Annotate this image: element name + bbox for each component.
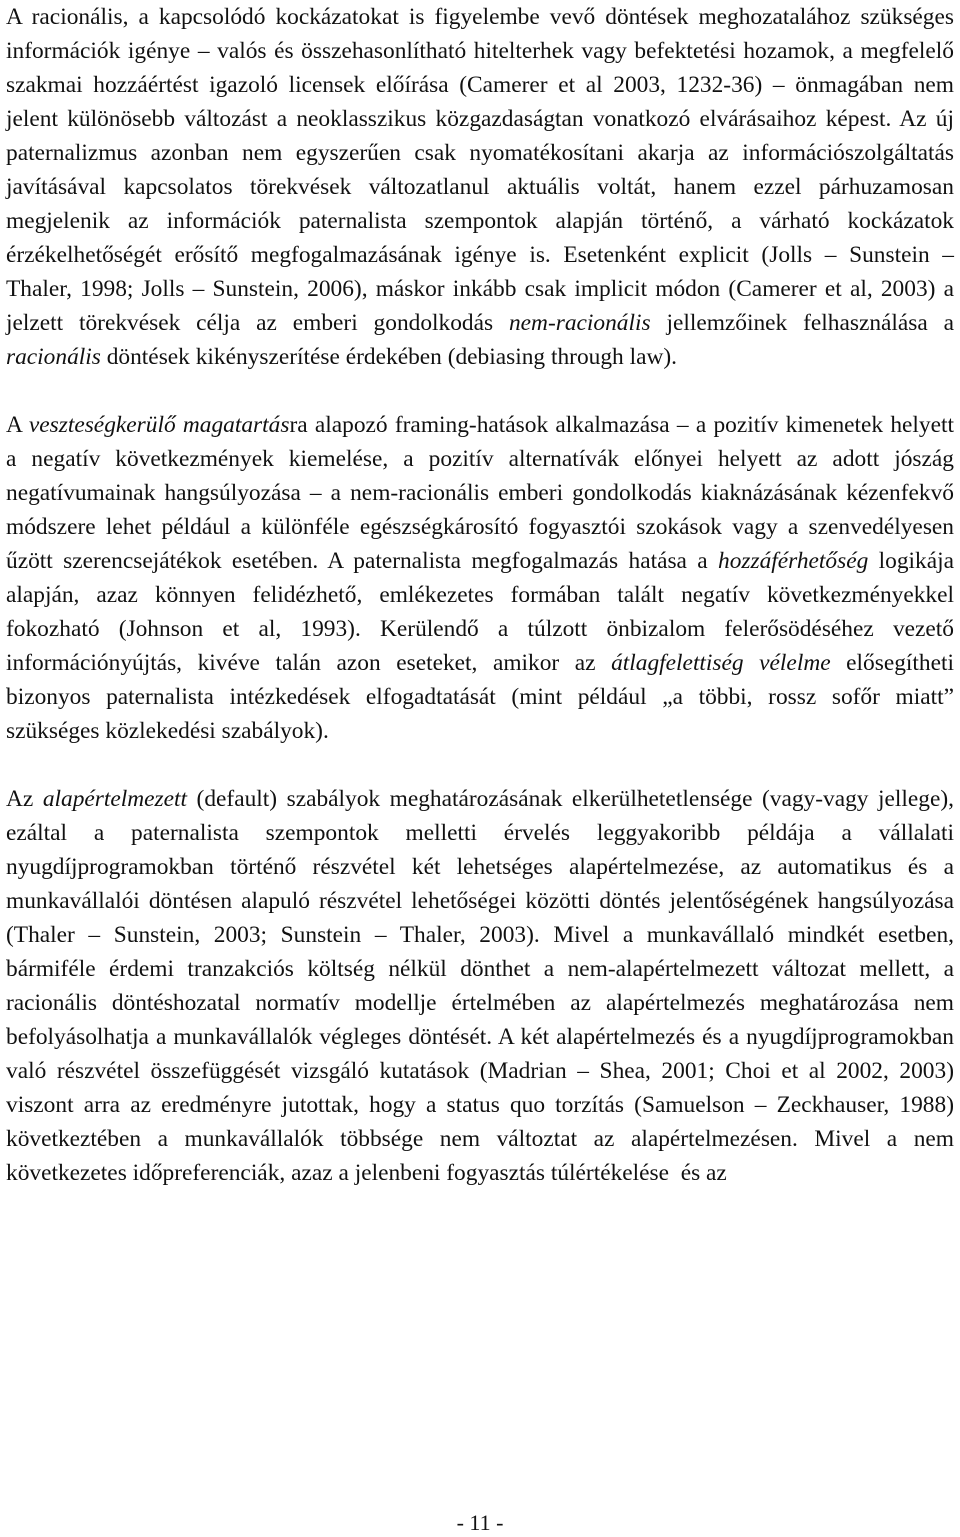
paragraph-2-italic-loss-aversion: veszteségkerülő magatartás xyxy=(28,412,290,438)
paragraph-1-italic-nem-racionalis: nem-racionális xyxy=(508,310,651,336)
paragraph-3-segment-3: (default) szabályok meghatározásának elkerülhetetlensége (vagy-vagy jellege), ezáltal a paternalista szempontok melletti érvelés leggyakoribb példája a vállalati nyugdíjprogramokban történő részvétel két lehetséges alapértelmezése, az automatikus és a munkavállalói döntésen alapuló részvétel lehetőségei közötti döntés jelentőségének hangsúlyozása (Thaler – Sunstein, 2003; Sunstein – Thaler, 2003). Mivel a munkavállaló mindkét esetben, bármiféle érdemi tranzakciós költség nélkül dönthet a nem-alapértelmezett változat mellett, a racionális döntéshozatal normatív modellje értelmében az alapértelmezés meghatározása nem befolyásolhatja a munkavállalók végleges döntését. A két alapértelmezés és a nyugdíjprogramokban való részvétel összefüggését vizsgáló kutatások (Madrian – Shea, 2001; Choi et al 2002, 2003) viszont arra az eredményre jutottak, hogy a status quo torzítás (Samuelson – Zeckhauser, 1988) következtében a munkavállalók többsége nem változtat az alapértelmezésen. Mivel a nem következetes időpreferenciák, azaz a jelenbeni fogyasztás túlértékelése és az xyxy=(6,786,954,1186)
paragraph-2-segment-3: ra alapozó framing-hatások alkalmazása – a pozitív kimenetek helyett a negatív következmények kiemelése, a pozitív alternatívák előnyei helyett az adott jószág negatívumainak hangsúlyozása – a nem-racionális emberi gondolkodás kiaknázásának kézenfekvő módszere lehet például a különféle egészségkárosító fogyasztói szokások vagy a szenvedélyesen űzött szerencsejátékok esetében. A paternalista megfogalmazás hatása a xyxy=(6,412,954,574)
paragraph-1-segment-1: A racionális, a kapcsolódó kockázatokat is figyelembe vevő döntések meghozatalához szükséges információk igénye – valós és összehasonlítható hitelterhek vagy befektetési hozamok, a megfelelő szakmai hozzáértést igazoló licensek előírása (Camerer et al 2003, 1232-36) – önmagában nem jelent különösebb változást a neoklasszikus közgazdaságtan vonatkozó elvárásaihoz képest. Az új paternalizmus azonban nem egyszerűen csak nyomatékosítani akarja az információszolgáltatás javításával kapcsolatos törekvések változatlanul aktuális voltát, hanem ezzel párhuzamosan megjelenik az információk paternalista szempontok alapján történő, a várható kockázatok érzékelhetőségét erősítő megfogalmazásának igénye is. Esetenként explicit (Jolls – Sunstein – Thaler, 1998; Jolls – Sunstein, 2006), máskor inkább csak implicit módon (Camerer et al, 2003) a jelzett törekvések célja az emberi gondolkodás xyxy=(6,4,954,336)
paragraph-1-segment-3: jellemzőinek felhasználása a xyxy=(650,310,955,336)
paragraph-1-segment-5: döntések kikényszerítése érdekében (debiasing through law). xyxy=(100,344,677,370)
document-page xyxy=(6,0,954,1190)
paragraph-rational-information xyxy=(6,0,954,374)
page-number: - 11 - xyxy=(456,1510,504,1535)
paragraph-2-italic-above-average: átlagfelettiség vélelme xyxy=(611,650,831,676)
paragraph-2-segment-5: logikája alapján, azaz könnyen felidézhető, emlékezetes formában talált negatív következményekkel fokozható (Johnson et al, 1993). Kerülendő a túlzott önbizalom felerősödéséhez vezető információnyújtás, kivéve talán azon eseteket, amikor az xyxy=(6,548,954,676)
paragraph-2-segment-7: elősegítheti bizonyos paternalista intézkedések elfogadtatását (mint például „a többi, rossz sofőr miatt” szükséges közlekedési szabályok). xyxy=(6,650,954,744)
paragraph-loss-aversion xyxy=(6,408,954,748)
paragraph-3-italic-default: alapértelmezett xyxy=(42,786,188,812)
paragraph-default-rules xyxy=(6,782,954,1190)
paragraph-2-segment-1: A xyxy=(6,412,29,438)
paragraph-2-italic-availability: hozzáférhetőség xyxy=(718,548,869,574)
paragraph-1-italic-racionalis: racionális xyxy=(6,344,101,370)
paragraph-3-segment-1: Az xyxy=(6,786,43,812)
